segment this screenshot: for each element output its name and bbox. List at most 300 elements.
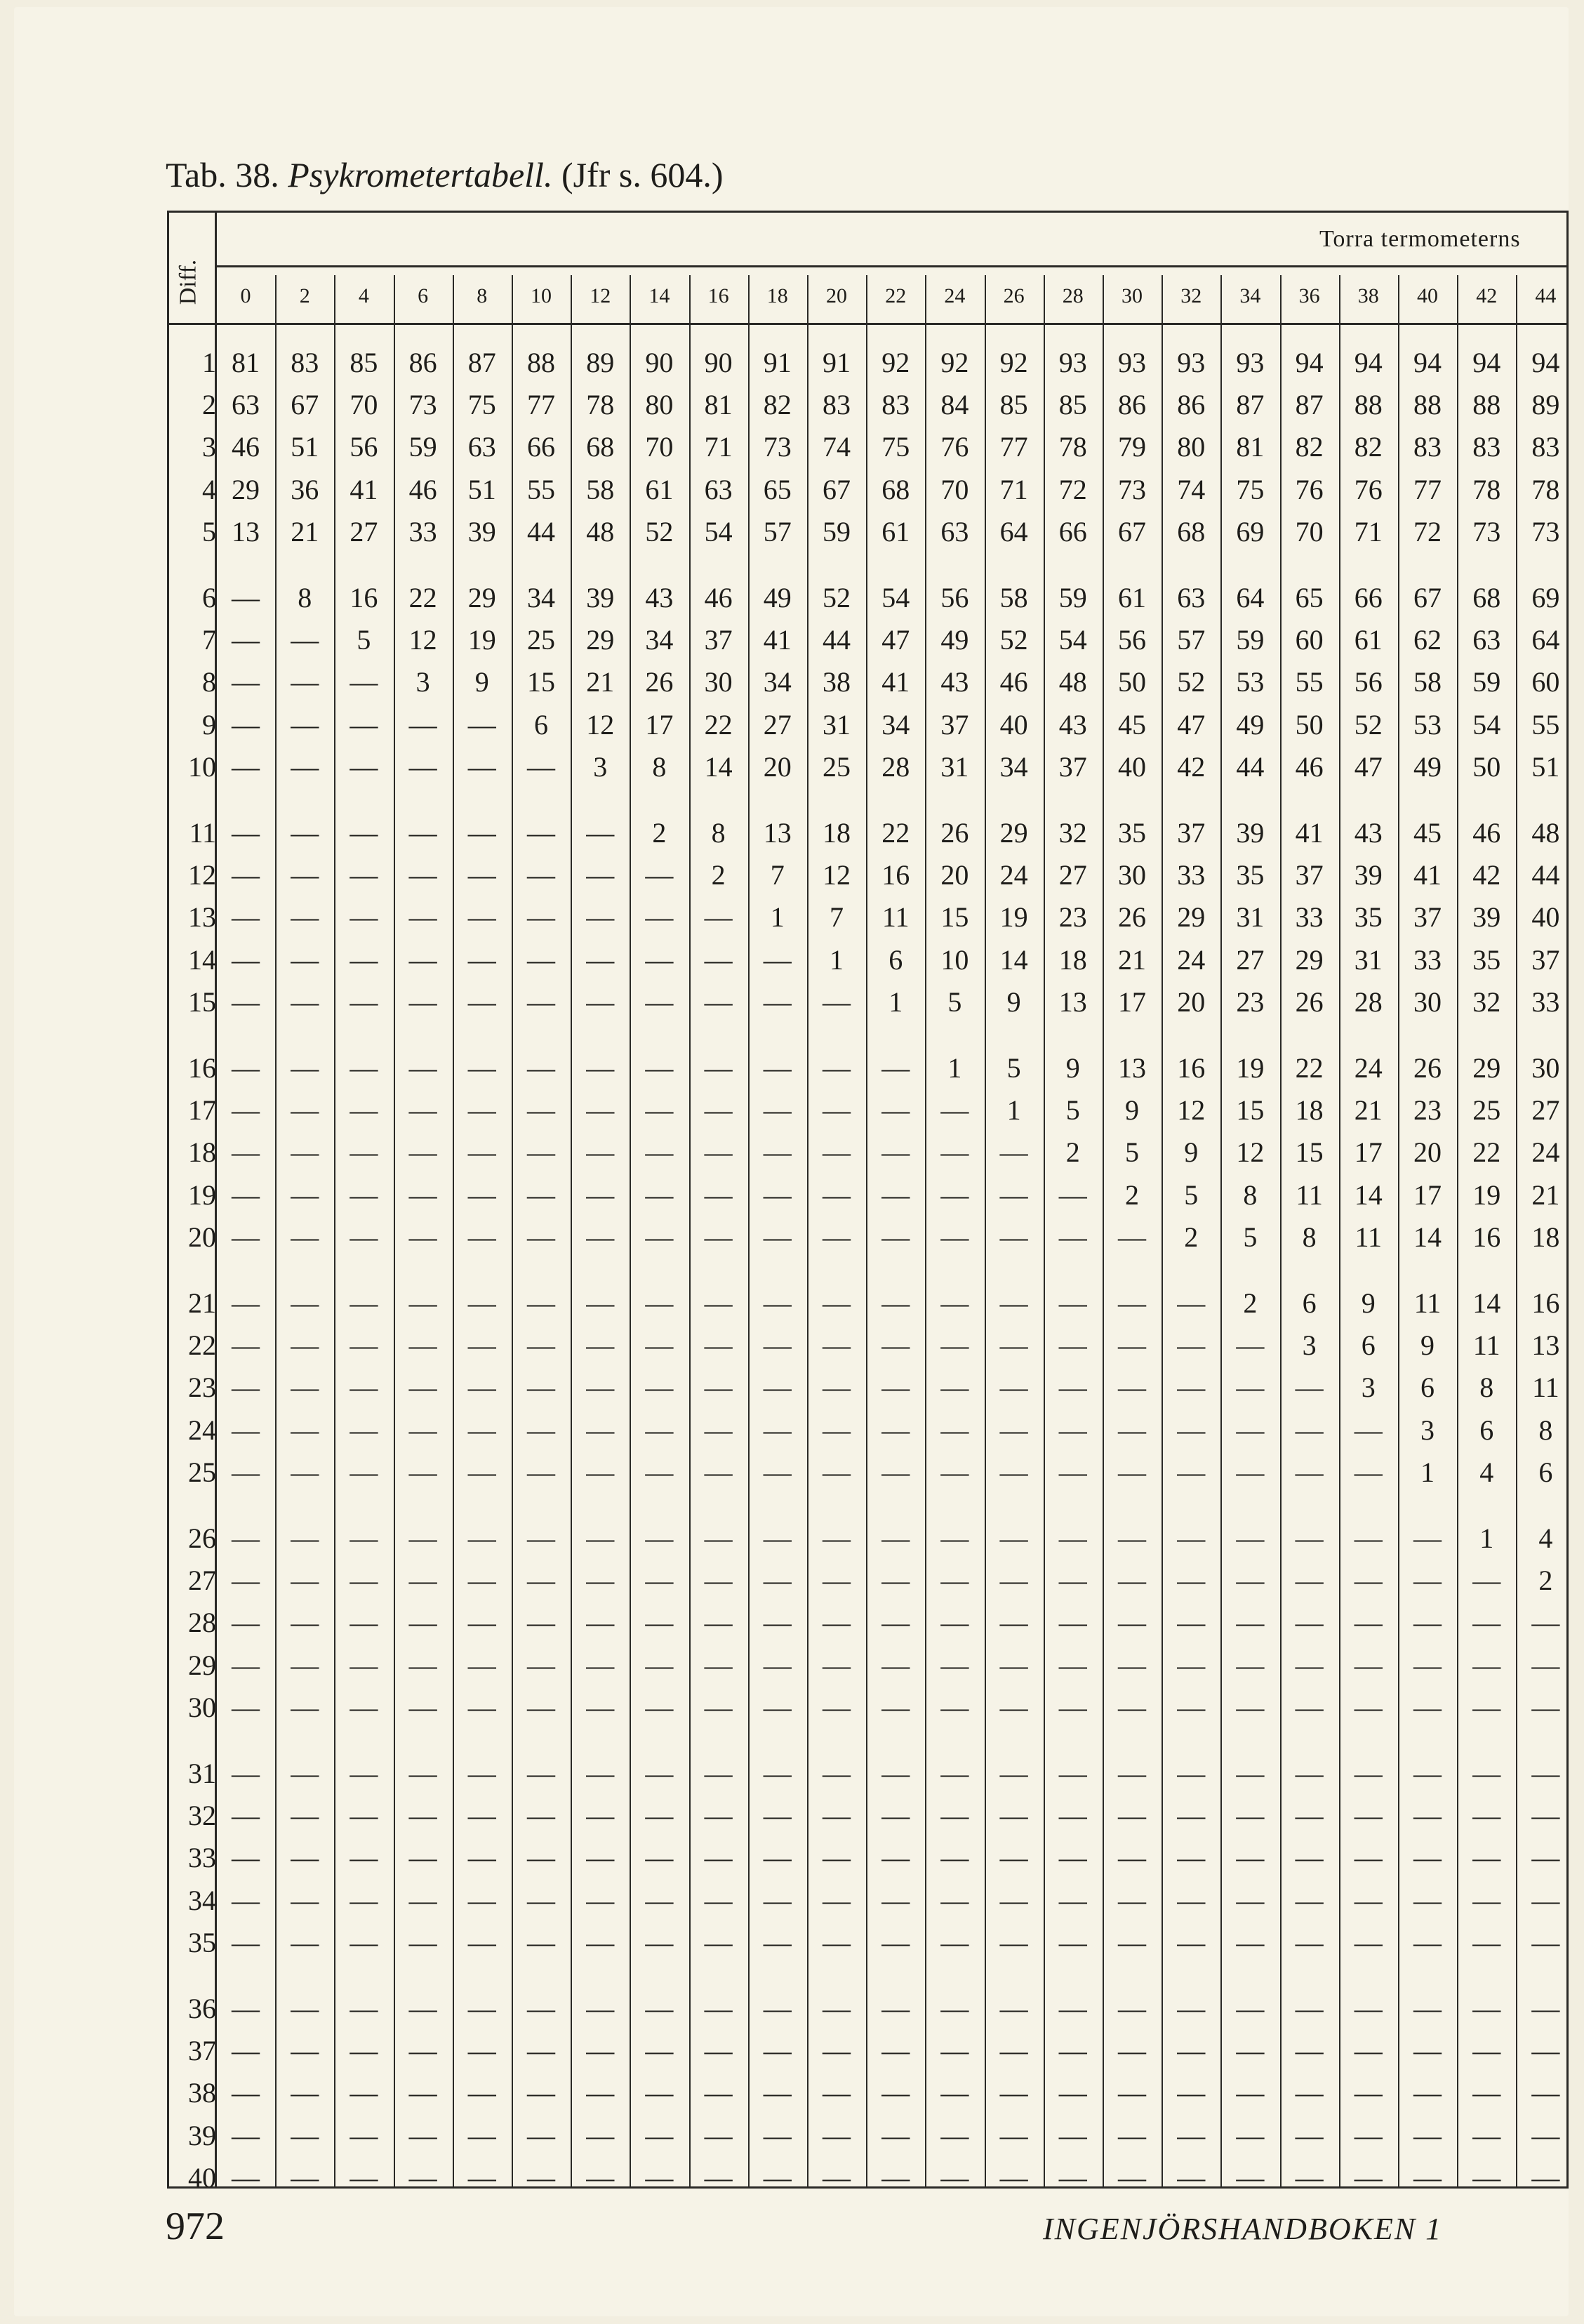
table-cell: — xyxy=(586,1136,615,1169)
table-cell: — xyxy=(232,1565,260,1597)
table-cell: — xyxy=(467,2161,496,2193)
table-cell: 9 xyxy=(1065,1052,1080,1084)
table-cell: 50 xyxy=(1118,666,1146,698)
table-cell: — xyxy=(408,817,437,849)
table-cell: — xyxy=(704,2161,733,2193)
table-cell: — xyxy=(940,1178,969,1211)
table-cell: 15 xyxy=(527,666,555,698)
table-cell: 94 xyxy=(1531,347,1560,378)
table-cell: — xyxy=(1118,2119,1146,2151)
column-header: 30 xyxy=(1122,284,1143,307)
table-cell: 1 xyxy=(830,943,844,976)
table-cell: 43 xyxy=(645,582,674,613)
table-cell: — xyxy=(1058,1607,1087,1639)
table-cell: — xyxy=(586,1691,615,1723)
table-cell: — xyxy=(408,708,437,741)
table-cell: — xyxy=(1236,1926,1265,1958)
table-cell: — xyxy=(999,1691,1028,1723)
table-cell: 6 xyxy=(1361,1329,1376,1362)
table-cell: 46 xyxy=(408,473,437,505)
table-cell: — xyxy=(291,2119,319,2151)
table-cell: 21 xyxy=(1354,1094,1383,1127)
table-cell: — xyxy=(232,1287,260,1319)
table-cell: — xyxy=(1118,1565,1146,1597)
table-cell: 21 xyxy=(291,515,319,547)
table-cell: — xyxy=(467,1094,496,1127)
column-header: 38 xyxy=(1357,284,1379,307)
table-cell: — xyxy=(1058,1884,1087,1916)
table-cell: 2 xyxy=(1065,1136,1080,1169)
table-cell: 78 xyxy=(586,389,615,421)
table-cell: — xyxy=(823,2035,851,2067)
table-cell: — xyxy=(1295,1758,1324,1789)
table-cell: — xyxy=(645,1607,674,1639)
table-cell: 59 xyxy=(1058,582,1087,613)
table-cell: 2 xyxy=(1538,1565,1553,1597)
table-cell: — xyxy=(881,1993,910,2024)
table-cell: — xyxy=(881,1414,910,1446)
table-cell: — xyxy=(940,1329,969,1362)
table-cell: — xyxy=(1236,1884,1265,1916)
table-cell: — xyxy=(1295,2035,1324,2067)
table-cell: — xyxy=(408,1691,437,1723)
table-cell: — xyxy=(1118,2077,1146,2109)
table-cell: — xyxy=(291,708,319,741)
table-cell: 82 xyxy=(1354,431,1383,463)
table-cell: — xyxy=(586,1522,615,1554)
table-cell: 2 xyxy=(652,817,667,849)
table-cell: 24 xyxy=(1354,1052,1383,1084)
table-cell: — xyxy=(1058,1926,1087,1958)
table-cell: — xyxy=(940,1221,969,1253)
column-header: 34 xyxy=(1239,284,1261,307)
column-header: 28 xyxy=(1062,284,1084,307)
table-cell: — xyxy=(999,1649,1028,1681)
row-diff-value: 29 xyxy=(188,1649,216,1681)
table-cell: — xyxy=(999,1993,1028,2024)
table-cell: — xyxy=(232,666,260,698)
table-cell: — xyxy=(1236,1456,1265,1488)
table-cell: 29 xyxy=(1295,943,1324,976)
row-diff-value: 38 xyxy=(188,2077,216,2109)
table-cell: — xyxy=(645,1329,674,1362)
table-cell: 39 xyxy=(1472,901,1501,934)
table-cell: — xyxy=(940,1758,969,1789)
table-cell: — xyxy=(232,624,260,656)
table-cell: — xyxy=(1058,2077,1087,2109)
table-cell: 72 xyxy=(1413,515,1442,547)
table-cell: 3 xyxy=(1302,1329,1317,1362)
column-header: 24 xyxy=(944,284,966,307)
table-cell: — xyxy=(1413,1884,1442,1916)
table-cell: 22 xyxy=(881,817,910,849)
table-cell: 33 xyxy=(408,515,437,547)
table-cell: — xyxy=(527,1993,555,2024)
table-cell: 46 xyxy=(1472,817,1501,849)
table-cell: — xyxy=(350,1456,378,1488)
table-cell: — xyxy=(232,708,260,741)
table-cell: — xyxy=(1413,1758,1442,1789)
table-cell: — xyxy=(527,1926,555,1958)
table-cell: — xyxy=(1413,2119,1442,2151)
table-cell: — xyxy=(999,1842,1028,1874)
table-cell: 94 xyxy=(1354,347,1383,378)
table-cell: 70 xyxy=(350,389,378,421)
table-cell: — xyxy=(467,1884,496,1916)
table-cell: 37 xyxy=(1058,750,1087,783)
table-cell: — xyxy=(763,2035,792,2067)
table-cell: 8 xyxy=(298,582,312,613)
table-cell: — xyxy=(1236,1800,1265,1832)
table-cell: 46 xyxy=(232,431,260,463)
table-cell: — xyxy=(232,901,260,934)
table-cell: — xyxy=(1354,2119,1383,2151)
table-cell: — xyxy=(1354,1884,1383,1916)
table-cell: — xyxy=(350,1649,378,1681)
table-cell: — xyxy=(527,2161,555,2193)
table-cell: 34 xyxy=(881,708,910,741)
table-cell: 17 xyxy=(1354,1136,1383,1169)
table-cell: 80 xyxy=(1177,431,1206,463)
table-cell: — xyxy=(704,1414,733,1446)
column-header: 0 xyxy=(240,284,251,307)
table-cell: — xyxy=(586,1565,615,1597)
table-cell: — xyxy=(232,1926,260,1958)
table-cell: — xyxy=(350,1800,378,1832)
row-diff-value: 2 xyxy=(202,389,216,421)
table-cell: 83 xyxy=(823,389,851,421)
table-cell: — xyxy=(586,1842,615,1874)
table-cell: — xyxy=(881,1221,910,1253)
table-cell: — xyxy=(586,1178,615,1211)
table-cell: 55 xyxy=(527,473,555,505)
table-cell: 27 xyxy=(1236,943,1265,976)
table-cell: 16 xyxy=(1177,1052,1206,1084)
table-cell: 68 xyxy=(1472,582,1501,613)
table-cell: — xyxy=(350,1691,378,1723)
table-cell: — xyxy=(291,1329,319,1362)
table-cell: — xyxy=(1472,1691,1501,1723)
table-cell: — xyxy=(1118,1800,1146,1832)
table-cell: 90 xyxy=(704,347,733,378)
table-cell: — xyxy=(823,1414,851,1446)
table-cell: — xyxy=(408,901,437,934)
table-cell: 6 xyxy=(1302,1287,1317,1319)
table-cell: — xyxy=(763,1691,792,1723)
table-cell: — xyxy=(1413,1691,1442,1723)
table-cell: — xyxy=(763,1993,792,2024)
table-cell: 31 xyxy=(823,708,851,741)
table-cell: — xyxy=(763,2119,792,2151)
table-cell: — xyxy=(940,1565,969,1597)
table-cell: — xyxy=(1413,2035,1442,2067)
row-diff-value: 27 xyxy=(188,1565,216,1597)
table-cell: 93 xyxy=(1118,347,1146,378)
table-cell: 5 xyxy=(947,985,962,1018)
table-cell: — xyxy=(999,1565,1028,1597)
table-cell: 36 xyxy=(291,473,319,505)
table-cell: 37 xyxy=(1177,817,1206,849)
table-cell: — xyxy=(408,1221,437,1253)
table-cell: — xyxy=(527,1800,555,1832)
row-diff-value: 30 xyxy=(188,1691,216,1723)
table-cell: 39 xyxy=(586,582,615,613)
column-header: 40 xyxy=(1417,284,1438,307)
table-cell: — xyxy=(527,1691,555,1723)
table-cell: 20 xyxy=(940,859,969,891)
table-cell: — xyxy=(467,1926,496,1958)
table-cell: — xyxy=(350,817,378,849)
table-cell: — xyxy=(1413,1649,1442,1681)
table-cell: — xyxy=(232,1842,260,1874)
table-cell: — xyxy=(1118,1456,1146,1488)
table-cell: 27 xyxy=(350,515,378,547)
table-cell: — xyxy=(1177,1456,1206,1488)
table-cell: — xyxy=(586,859,615,891)
table-cell: 94 xyxy=(1413,347,1442,378)
table-cell: — xyxy=(586,2161,615,2193)
table-cell: — xyxy=(408,1178,437,1211)
table-cell: 12 xyxy=(1177,1094,1206,1127)
table-cell: — xyxy=(1118,1522,1146,1554)
table-cell: — xyxy=(291,859,319,891)
table-cell: — xyxy=(350,2077,378,2109)
table-cell: — xyxy=(467,708,496,741)
table-cell: 69 xyxy=(1236,515,1265,547)
table-cell: — xyxy=(1058,1221,1087,1253)
table-cell: 18 xyxy=(1295,1094,1324,1127)
table-cell: — xyxy=(1472,2077,1501,2109)
table-cell: 48 xyxy=(1531,817,1560,849)
table-cell: 52 xyxy=(1354,708,1383,741)
table-cell: — xyxy=(586,943,615,976)
table-cell: — xyxy=(823,1884,851,1916)
table-cell: — xyxy=(823,1221,851,1253)
table-cell: 18 xyxy=(1531,1221,1560,1253)
table-cell: — xyxy=(1177,1414,1206,1446)
table-cell: — xyxy=(881,1329,910,1362)
table-cell: — xyxy=(1236,1607,1265,1639)
table-cell: 19 xyxy=(999,901,1028,934)
table-cell: 25 xyxy=(527,624,555,656)
table-cell: 66 xyxy=(1058,515,1087,547)
table-cell: — xyxy=(232,1884,260,1916)
table-cell: — xyxy=(1354,1691,1383,1723)
table-cell: 8 xyxy=(711,817,726,849)
table-cell: — xyxy=(350,1758,378,1789)
table-cell: — xyxy=(586,1329,615,1362)
table-cell: — xyxy=(1413,1565,1442,1597)
table-cell: 80 xyxy=(645,389,674,421)
table-cell: — xyxy=(467,1649,496,1681)
table-cell: — xyxy=(291,1372,319,1404)
table-cell: — xyxy=(291,1884,319,1916)
table-cell: — xyxy=(527,1329,555,1362)
table-cell: 51 xyxy=(1531,750,1560,783)
column-header: 20 xyxy=(826,284,847,307)
table-cell: 29 xyxy=(467,582,496,613)
table-cell: — xyxy=(467,1178,496,1211)
table-cell: 5 xyxy=(1184,1178,1199,1211)
table-cell: — xyxy=(704,1884,733,1916)
table-cell: — xyxy=(408,1884,437,1916)
table-cell: — xyxy=(704,1221,733,1253)
table-cell: — xyxy=(232,1800,260,1832)
table-cell: 12 xyxy=(1236,1136,1265,1169)
table-cell: 35 xyxy=(1236,859,1265,891)
table-cell: 47 xyxy=(1354,750,1383,783)
table-cell: — xyxy=(1118,1221,1146,1253)
table-cell: 14 xyxy=(704,750,733,783)
table-cell: — xyxy=(999,1287,1028,1319)
table-cell: — xyxy=(291,1287,319,1319)
table-cell: 33 xyxy=(1413,943,1442,976)
table-cell: 11 xyxy=(1472,1329,1500,1362)
table-cell: — xyxy=(1177,1607,1206,1639)
table-cell: 76 xyxy=(1295,473,1324,505)
table-cell: — xyxy=(1295,2119,1324,2151)
row-diff-value: 35 xyxy=(188,1926,216,1958)
row-diff-value: 17 xyxy=(188,1094,216,1127)
table-cell: — xyxy=(1236,2077,1265,2109)
row-diff-value: 28 xyxy=(188,1607,216,1639)
table-cell: — xyxy=(527,1178,555,1211)
table-cell: — xyxy=(291,1414,319,1446)
table-cell: — xyxy=(232,2077,260,2109)
table-cell: — xyxy=(291,943,319,976)
table-cell: — xyxy=(467,1607,496,1639)
table-cell: — xyxy=(527,750,555,783)
table-cell: — xyxy=(763,1094,792,1127)
table-cell: 86 xyxy=(408,347,437,378)
row-diff-value: 33 xyxy=(188,1842,216,1874)
table-cell: — xyxy=(1531,1691,1560,1723)
table-cell: 87 xyxy=(467,347,496,378)
table-cell: — xyxy=(763,1565,792,1597)
table-cell: 52 xyxy=(999,624,1028,656)
table-cell: — xyxy=(1295,1522,1324,1554)
table-cell: — xyxy=(232,817,260,849)
table-cell: 30 xyxy=(704,666,733,698)
table-cell: — xyxy=(1118,1884,1146,1916)
column-header: 2 xyxy=(299,284,310,307)
table-cell: — xyxy=(763,2161,792,2193)
table-cell: — xyxy=(291,1522,319,1554)
table-cell: — xyxy=(1472,2161,1501,2193)
table-cell: — xyxy=(467,750,496,783)
table-cell: — xyxy=(232,943,260,976)
table-cell: — xyxy=(350,859,378,891)
table-cell: — xyxy=(704,1926,733,1958)
table-cell: 26 xyxy=(1413,1052,1442,1084)
table-cell: 23 xyxy=(1413,1094,1442,1127)
table-cell: — xyxy=(999,1221,1028,1253)
table-cell: — xyxy=(1177,2119,1206,2151)
table-cell: 11 xyxy=(1413,1287,1442,1319)
table-cell: 64 xyxy=(999,515,1028,547)
table-cell: 26 xyxy=(1118,901,1146,934)
table-cell: — xyxy=(704,1842,733,1874)
row-diff-value: 7 xyxy=(202,624,216,656)
table-cell: 37 xyxy=(1295,859,1324,891)
table-cell: — xyxy=(586,1800,615,1832)
table-cell: 5 xyxy=(1243,1221,1258,1253)
table-cell: 14 xyxy=(1354,1178,1383,1211)
table-cell: — xyxy=(763,1329,792,1362)
table-cell: — xyxy=(1118,1329,1146,1362)
table-cell: — xyxy=(1177,1758,1206,1789)
table-cell: 6 xyxy=(534,708,548,741)
table-cell: 39 xyxy=(1354,859,1383,891)
table-cell: 8 xyxy=(1479,1372,1494,1404)
table-cell: 37 xyxy=(704,624,733,656)
table-cell: 93 xyxy=(1236,347,1265,378)
table-cell: 68 xyxy=(881,473,910,505)
table-cell: — xyxy=(232,985,260,1018)
table-cell: 63 xyxy=(467,431,496,463)
table-cell: — xyxy=(1177,1649,1206,1681)
table-cell: — xyxy=(408,1414,437,1446)
table-cell: 43 xyxy=(1058,708,1087,741)
table-cell: — xyxy=(232,1052,260,1084)
table-cell: — xyxy=(940,1372,969,1404)
table-cell: 40 xyxy=(1531,901,1560,934)
table-cell: — xyxy=(467,859,496,891)
table-cell: — xyxy=(881,1565,910,1597)
table-cell: — xyxy=(1531,2119,1560,2151)
table-cell: — xyxy=(940,1649,969,1681)
table-cell: 92 xyxy=(999,347,1028,378)
table-cell: 75 xyxy=(1236,473,1265,505)
table-cell: — xyxy=(586,817,615,849)
table-cell: 55 xyxy=(1531,708,1560,741)
table-cell: — xyxy=(350,666,378,698)
table-cell: — xyxy=(350,1287,378,1319)
table-cell: 13 xyxy=(1058,985,1087,1018)
table-cell: 25 xyxy=(823,750,851,783)
table-cell: 9 xyxy=(474,666,489,698)
table-cell: — xyxy=(704,1456,733,1488)
table-cell: — xyxy=(350,985,378,1018)
table-cell: — xyxy=(291,2161,319,2193)
table-cell: — xyxy=(1118,1691,1146,1723)
table-cell: 68 xyxy=(586,431,615,463)
table-cell: 74 xyxy=(823,431,851,463)
table-cell: — xyxy=(291,1178,319,1211)
table-cell: — xyxy=(881,1926,910,1958)
table-cell: — xyxy=(999,2161,1028,2193)
table-cell: — xyxy=(1236,1649,1265,1681)
table-cell: 48 xyxy=(1058,666,1087,698)
table-cell: — xyxy=(645,859,674,891)
table-cell: 6 xyxy=(1420,1372,1435,1404)
table-cell: — xyxy=(1413,2161,1442,2193)
table-cell: — xyxy=(291,666,319,698)
table-cell: 9 xyxy=(1184,1136,1199,1169)
table-cell: — xyxy=(823,2119,851,2151)
table-cell: 59 xyxy=(408,431,437,463)
table-cell: — xyxy=(232,1329,260,1362)
table-cell: — xyxy=(467,1522,496,1554)
table-cell: 41 xyxy=(763,624,792,656)
table-cell: — xyxy=(527,1758,555,1789)
table-cell: 1 xyxy=(770,901,785,934)
table-cell: 22 xyxy=(1295,1052,1324,1084)
table-cell: — xyxy=(881,2119,910,2151)
table-cell: — xyxy=(940,2119,969,2151)
table-cell: — xyxy=(1413,1926,1442,1958)
table-cell: 69 xyxy=(1531,582,1560,613)
